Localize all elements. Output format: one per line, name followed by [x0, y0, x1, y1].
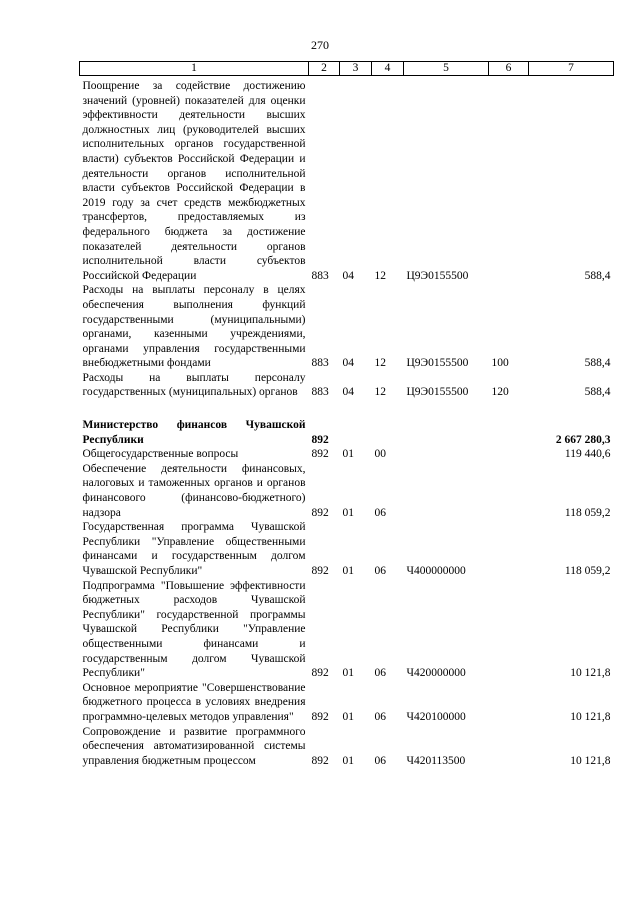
row-name: Обеспечение деятельности финансовых, налоговых и таможенных органов и органов финансового (финансово-бюджетного) надзора	[82, 462, 306, 519]
cell-subsection: 06	[374, 754, 386, 767]
cell-target-article	[404, 447, 489, 462]
row-name: Подпрограмма "Повышение эффективности бюджетных расходов Чувашской Республики" государственной программы Чувашской Республики "Управление общественными финансами и государственным долгом Чувашской Республики"	[82, 579, 306, 680]
cell-expense-type	[489, 681, 529, 725]
spacer-cell	[80, 400, 614, 418]
cell-target-article: Ч420113500	[406, 754, 466, 767]
cell-ministry: 883	[311, 386, 329, 399]
cell-amount: 119 440,6	[564, 448, 611, 461]
cell-target-article	[404, 462, 489, 520]
cell-expense-type: 100	[491, 357, 509, 370]
cell-ministry: 892	[311, 754, 329, 767]
cell-amount: 10 121,8	[570, 754, 611, 767]
column-header: 2	[309, 62, 340, 76]
cell-expense-type	[489, 520, 529, 578]
cell-amount: 588,4	[584, 386, 611, 399]
cell-ministry: 892	[311, 667, 329, 680]
cell-section: 01	[342, 506, 354, 519]
cell-amount: 10 121,8	[570, 710, 611, 723]
cell-ministry: 892	[311, 433, 329, 446]
table-row	[80, 283, 614, 371]
table-row	[80, 371, 614, 400]
cell-amount: 118 059,2	[564, 565, 611, 577]
cell-amount: 118 059,2	[564, 506, 611, 519]
row-name: Государственная программа Чувашской Республики "Управление общественными финансами и государственным долгом Чувашской Республики"	[82, 521, 306, 577]
cell-target-article: Ч420000000	[406, 667, 466, 680]
row-name: Министерство финансов Чувашской Республики	[82, 419, 306, 446]
cell-ministry: 892	[311, 565, 329, 577]
cell-subsection: 12	[374, 357, 386, 370]
cell-subsection	[372, 418, 404, 447]
cell-amount: 2 667 280,3	[555, 433, 611, 446]
table-row	[80, 681, 614, 725]
column-header: 7	[529, 62, 614, 76]
cell-section: 04	[342, 269, 354, 282]
cell-ministry: 892	[311, 448, 329, 461]
cell-amount: 10 121,8	[570, 667, 611, 680]
column-header: 5	[404, 62, 489, 76]
cell-expense-type	[489, 579, 529, 681]
cell-expense-type	[489, 462, 529, 520]
row-name: Поощрение за содействие достижению значений (уровней) показателей для оценки эффективности деятельности высших должностных лиц (руководителей высших исполнительных органов государственной власти) субъектов Российской Федерации и деятельности органов исполнительной власти субъектов Российской Федерации в 2019 году за счет средств межбюджетных трансфертов, предоставляемых из федерального бюджета за достижение показателей деятельности органов исполнительной власти субъектов Российской Федерации	[82, 80, 306, 282]
cell-subsection: 00	[374, 448, 386, 461]
cell-subsection: 06	[374, 506, 386, 519]
column-header: 1	[80, 62, 309, 76]
table-row	[80, 447, 614, 462]
row-name: Основное мероприятие "Совершенствование бюджетного процесса в условиях внедрения программно-целевых методов управления"	[82, 681, 306, 723]
row-name: Общегосударственные вопросы	[82, 448, 239, 461]
cell-ministry: 883	[311, 357, 329, 370]
cell-section: 01	[342, 448, 354, 461]
budget-table	[79, 61, 614, 768]
table-row	[80, 462, 614, 520]
cell-subsection: 06	[374, 667, 386, 680]
cell-ministry: 892	[311, 710, 329, 723]
cell-section: 01	[342, 754, 354, 767]
cell-target-article	[404, 418, 489, 447]
row-name: Расходы на выплаты персоналу государственных (муниципальных) органов	[82, 371, 306, 399]
page-number: 270	[311, 38, 329, 52]
cell-subsection: 12	[374, 269, 386, 282]
column-header: 6	[489, 62, 529, 76]
cell-subsection: 06	[374, 710, 386, 723]
cell-ministry: 883	[311, 269, 329, 282]
table-row-ministry	[80, 418, 614, 447]
cell-ministry: 892	[311, 506, 329, 519]
cell-target-article: Ц9Э0155500	[406, 386, 469, 399]
cell-expense-type	[489, 447, 529, 462]
cell-target-article: Ц9Э0155500	[406, 269, 469, 282]
row-name: Сопровождение и развитие программного обеспечения автоматизированной системы управления бюджетным процессом	[82, 725, 306, 767]
cell-expense-type: 120	[491, 386, 509, 399]
table-row	[80, 76, 614, 284]
table-header-row	[80, 62, 614, 76]
cell-amount: 588,4	[584, 357, 611, 370]
cell-section	[340, 418, 372, 447]
table-row	[80, 579, 614, 681]
row-name: Расходы на выплаты персоналу в целях обеспечения выполнения функций государственными (муниципальными) органами, казенными учреждениями, органами управления государственными внебюджетными фондами	[82, 284, 306, 370]
cell-section: 04	[342, 357, 354, 370]
cell-expense-type	[489, 725, 529, 769]
cell-subsection: 06	[374, 565, 386, 577]
column-header: 3	[340, 62, 372, 76]
table-row	[80, 520, 614, 578]
cell-target-article: Ч400000000	[406, 565, 466, 577]
cell-section: 01	[342, 710, 354, 723]
cell-section: 01	[342, 565, 354, 577]
cell-section: 01	[342, 667, 354, 680]
cell-subsection: 12	[374, 386, 386, 399]
cell-target-article: Ц9Э0155500	[406, 357, 469, 370]
cell-expense-type	[489, 76, 529, 284]
row-spacer	[80, 400, 614, 418]
cell-target-article: Ч420100000	[406, 710, 466, 723]
table-row	[80, 725, 614, 769]
cell-amount: 588,4	[584, 269, 611, 282]
cell-expense-type	[489, 418, 529, 447]
cell-section: 04	[342, 386, 354, 399]
column-header: 4	[372, 62, 404, 76]
